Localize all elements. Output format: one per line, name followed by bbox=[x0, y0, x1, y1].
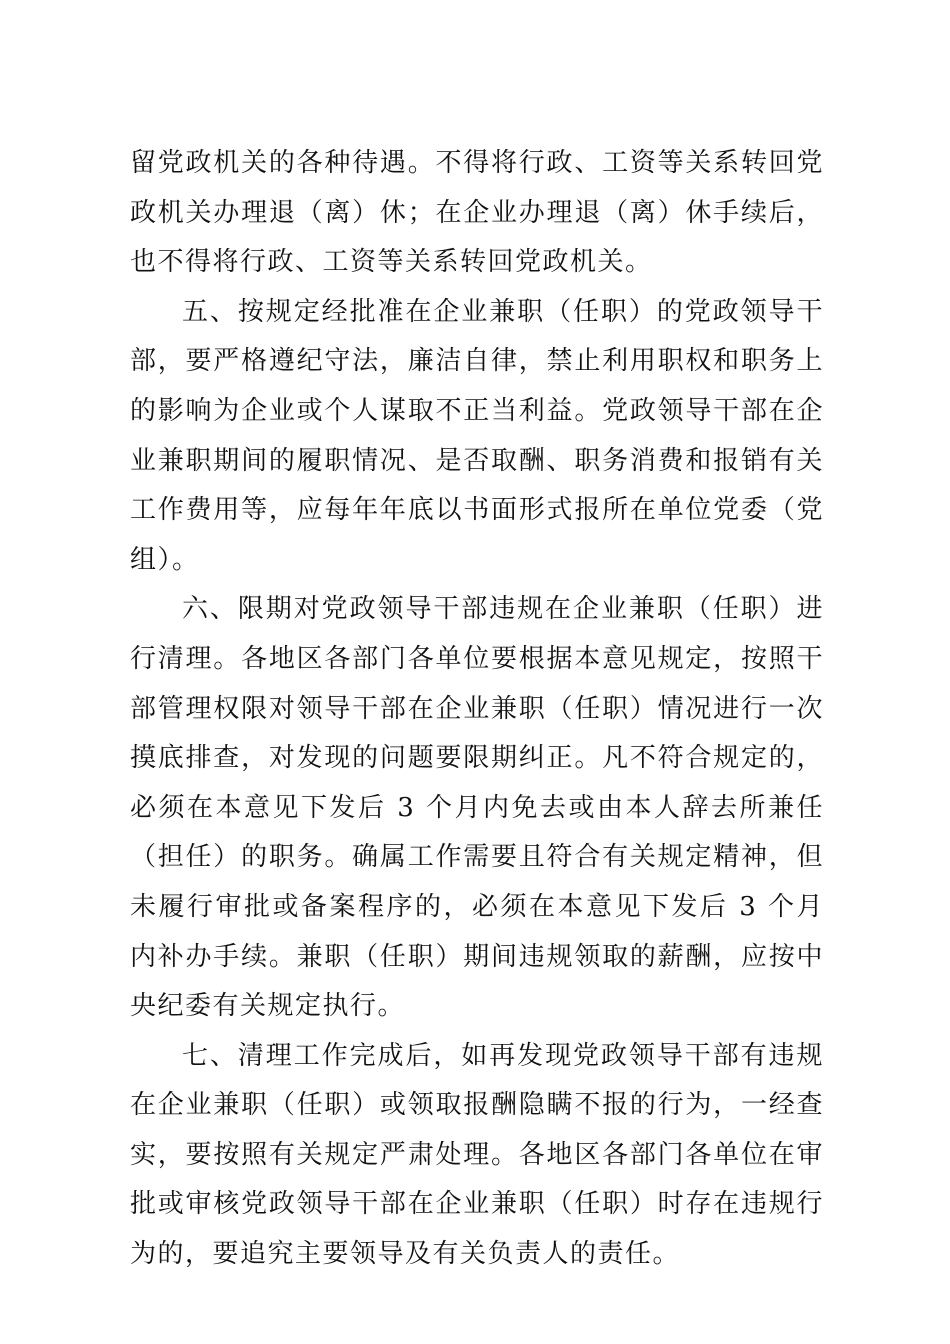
paragraph-item-6: 六、限期对党政领导干部违规在企业兼职（任职）进行清理。各地区各部门各单位要根据本意见规定，按照干部管理权限对领导干部在企业兼职（任职）情况进行一次摸底排查，对发现的问题要限期纠正。凡不符合规定的，必须在本意见下发后 3 个月内免去或由本人辞去所兼任（担任）的职务。确属工作需要且符合有关规定精神，但未履行审批或备案程序的，必须在本意见下发后 3 个月内补办手续。兼职（任职）期间违规领取的薪酬，应按中央纪委有关规定执行。 bbox=[130, 594, 824, 1022]
document-body bbox=[130, 139, 824, 1280]
paragraph-continuation: 留党政机关的各种待遇。不得将行政、工资等关系转回党政机关办理退（离）休；在企业办理退（离）休手续后，也不得将行政、工资等关系转回党政机关。 bbox=[130, 148, 824, 278]
paragraph-item-7: 七、清理工作完成后，如再发现党政领导干部有违规在企业兼职（任职）或领取报酬隐瞒不报的行为，一经查实，要按照有关规定严肃处理。各地区各部门各单位在审批或审核党政领导干部在企业兼职（任职）时存在违规行为的，要追究主要领导及有关负责人的责任。 bbox=[130, 1040, 824, 1270]
paragraph-item-5: 五、按规定经批准在企业兼职（任职）的党政领导干部，要严格遵纪守法，廉洁自律，禁止利用职权和职务上的影响为企业或个人谋取不正当利益。党政领导干部在企业兼职期间的履职情况、是否取酬、职务消费和报销有关工作费用等，应每年年底以书面形式报所在单位党委（党组）。 bbox=[130, 296, 824, 575]
